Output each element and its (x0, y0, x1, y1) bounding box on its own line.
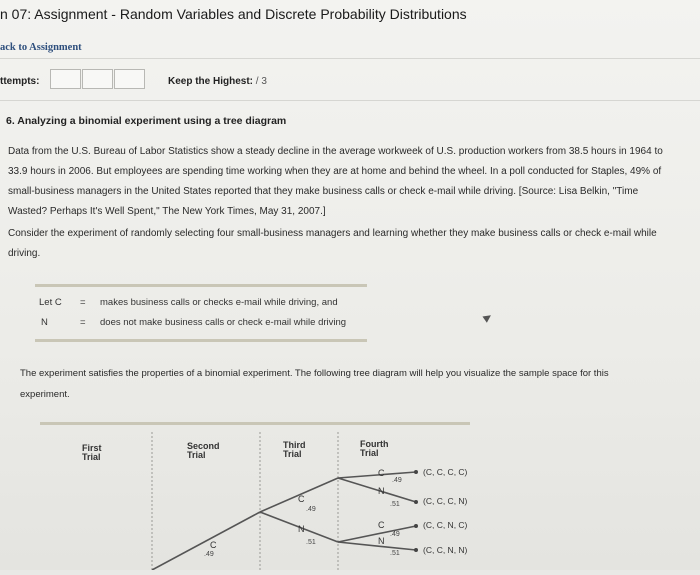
branch-prob: .49 (392, 477, 402, 484)
paragraph-line: driving. (8, 248, 41, 259)
divider (0, 58, 700, 59)
attempt-box-1 (50, 69, 81, 89)
branch-line (338, 542, 416, 550)
branch-prob: .51 (390, 501, 400, 508)
header-third-trial (283, 440, 306, 459)
question-title: 6. Analyzing a binomial experiment using a tree diagram (6, 115, 287, 127)
n-variable: N (41, 317, 48, 328)
outcome-label: (C, C, C, C) (423, 467, 468, 477)
node-dot (414, 548, 418, 552)
back-to-assignment-link[interactable]: ack to Assignment (0, 42, 82, 53)
keep-highest-value: / 3 (255, 76, 267, 87)
node-dot (414, 524, 418, 528)
definitions-table (35, 284, 367, 342)
branch-line (152, 512, 260, 570)
n-definition: does not make business calls or check e-mail while driving (100, 317, 347, 328)
header-word: Fourth (360, 439, 389, 449)
header-word: Trial (187, 450, 206, 460)
c-definition: makes business calls or checks e-mail while driving, and (100, 297, 338, 308)
paragraph-line: small-business managers in the United States reported that they make business calls or check e-mail while driving. [Source: Lisa Belkin, "Time (8, 186, 639, 197)
attempt-box-2 (82, 69, 113, 89)
paragraph-line: Wasted? Perhaps It's Well Spent," The New York Times, May 31, 2007.] (8, 206, 326, 217)
paragraph-line: Data from the U.S. Bureau of Labor Statistics show a steady decline in the average workweek of U.S. production workers from 38.5 hours in 1964 to (8, 146, 663, 157)
paragraph-line: experiment. (20, 389, 70, 400)
keep-highest-label (168, 76, 267, 87)
branch-line (338, 472, 416, 478)
attempt-boxes (50, 69, 146, 89)
header-word: Third (283, 440, 306, 450)
paragraph-line: 33.9 hours in 2006. But employees are spending time working when they are at home and behind the wheel. In a poll conducted for Staples, 49% of (8, 166, 662, 177)
consider-paragraph (8, 224, 688, 264)
branch-line (338, 478, 416, 502)
paragraph-line: Consider the experiment of randomly selecting four small-business managers and learning whether they make business calls or check e-mail while (8, 228, 657, 239)
branch-label-n: N (378, 536, 385, 546)
cursor-arrow-icon: ▶ (481, 310, 495, 325)
keep-highest-text: Keep the Highest: (168, 76, 254, 87)
header-word: Second (187, 441, 220, 451)
branch-prob: .51 (390, 550, 400, 557)
tree-diagram (40, 420, 470, 570)
attempt-box-3 (114, 69, 145, 89)
branch-label-c: C (378, 468, 385, 478)
c-variable: Let C (39, 297, 62, 308)
node-dot (414, 500, 418, 504)
outcome-label: (C, C, C, N) (423, 496, 468, 506)
branch-label-c: C (298, 494, 305, 504)
header-word: Trial (82, 452, 101, 462)
header-second-trial (187, 441, 220, 460)
binomial-paragraph (20, 363, 670, 405)
paragraph-line: The experiment satisfies the properties of a binomial experiment. The following tree diagram will help you visualize the sample space for this (20, 368, 609, 379)
branch-prob: .51 (306, 539, 316, 546)
attempts-label: ttempts: (0, 76, 40, 87)
branch-prob: .49 (306, 506, 316, 513)
header-fourth-trial (360, 439, 389, 458)
outcome-label: (C, C, N, N) (423, 545, 468, 555)
branch-prob: .49 (204, 551, 214, 558)
branch-label-c: C (378, 520, 385, 530)
branch-label-n: N (378, 486, 385, 496)
divider (0, 100, 700, 101)
tree-diagram-svg (40, 420, 470, 570)
n-equals: = (80, 317, 86, 328)
node-dot (414, 470, 418, 474)
question-paragraph (8, 142, 688, 222)
header-word: Trial (360, 448, 379, 458)
branch-prob: .49 (390, 531, 400, 538)
outcome-label: (C, C, N, C) (423, 520, 468, 530)
header-word: Trial (283, 449, 302, 459)
branch-label-c: C (210, 540, 217, 550)
header-word: First (82, 443, 102, 453)
page-title: n 07: Assignment - Random Variables and Discrete Probability Distributions (0, 6, 467, 22)
header-first-trial (82, 443, 102, 462)
c-equals: = (80, 297, 86, 308)
branch-label-n: N (298, 524, 305, 534)
branch-line (338, 526, 416, 542)
